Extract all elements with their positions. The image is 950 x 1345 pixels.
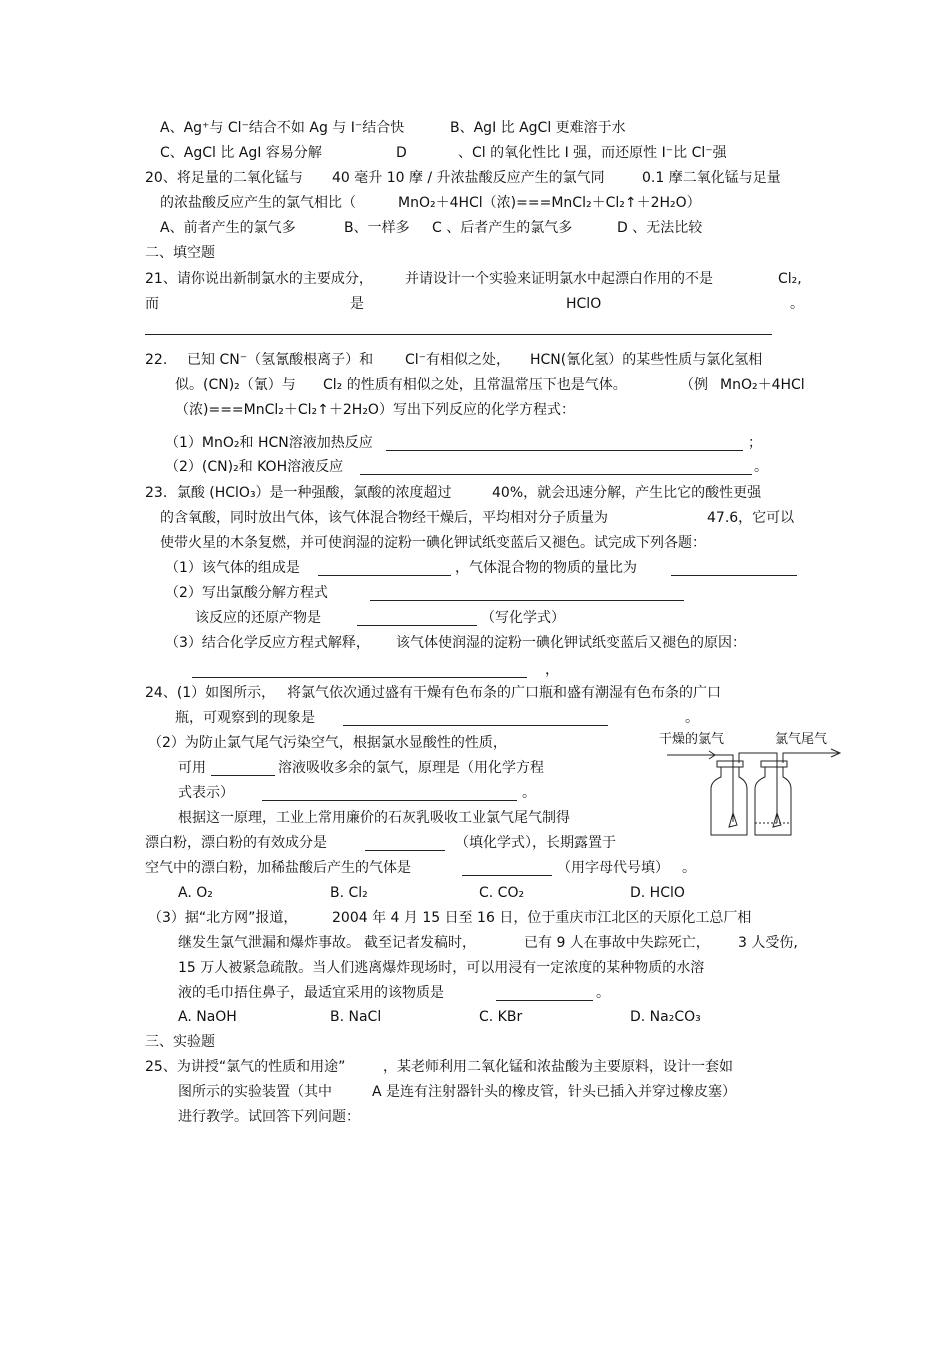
q24-part3-c2: 截至记者发稿时， <box>364 935 476 951</box>
q22-line2-b: Cl₂ 的性质有相似之处，且常温常压下也是气体。 <box>323 377 627 393</box>
section-heading-fill-in: 二、填空题 <box>145 245 215 261</box>
q23-line3: 使带火星的木条复燃，并可使润湿的淀粉一碘化钾试纸变蓝后又褪色。试完成下列各题： <box>160 535 706 551</box>
q24-choice2-c: C. KBr <box>479 1009 523 1025</box>
q24-part2-b2: 溶液吸收多余的氯气，原理是（用化学方程 <box>278 760 544 776</box>
q24-part3-e: 液的毛巾捂住鼻子，最适宜采用的该物质是 <box>178 985 444 1001</box>
q24-part3-c1: 继发生氯气泄漏和爆炸事故。 <box>178 935 360 951</box>
q22-line1-c: Cl⁻有相似之处， <box>405 352 511 368</box>
q24-bleach-answer-line[interactable] <box>365 850 445 851</box>
q24-part2-a: （2）为防止氯气尾气污染空气，根据氯水显酸性的性质， <box>148 735 507 751</box>
q24-line2: 瓶，可观察到的现象是 <box>175 710 315 726</box>
q21-line2-d: 。 <box>790 296 804 312</box>
q19-option-c: C、AgCl 比 AgI 容易分解 <box>160 145 322 161</box>
q22-line1-b: 已知 CN⁻（氢氰酸根离子）和 <box>187 352 374 368</box>
q19-option-b: B、AgI 比 AgCl 更难溶于水 <box>450 120 626 136</box>
q24-choice2-b: B. NaCl <box>330 1009 382 1025</box>
q25-line3: 进行教学。试回答下列问题： <box>178 1109 360 1125</box>
q23-sub2-c: （写化学式） <box>481 610 565 626</box>
q23-sub3-answer-line[interactable] <box>192 677 527 678</box>
q19-option-d: 、Cl 的氧化性比 I 强，而还原性 I⁻比 Cl⁻强 <box>458 145 727 161</box>
q24-line1-a: 24、(1）如图所示， <box>145 685 276 701</box>
q24-part2-e1: 漂白粉，漂白粉的有效成分是 <box>145 835 327 851</box>
q22-line1-d: HCN(氰化氢）的某些性质与氯化氢相 <box>530 352 763 368</box>
q24-observation-answer-line[interactable] <box>343 725 608 726</box>
q24-part2-b1: 可用 <box>178 760 206 776</box>
q21-line1-a: 21、请你说出新制氯水的主要成分， <box>145 271 373 287</box>
q23-sub1-a: （1）该气体的组成是 <box>165 560 300 576</box>
q22-sub1: （1）MnO₂和 HCN溶液加热反应 <box>165 435 373 451</box>
q23-line1-b: 40%，就会迅速分解，产生比它的酸性更强 <box>492 485 762 501</box>
q22-sub1-end: ； <box>748 435 762 451</box>
figure-label-dry-chlorine: 干燥的氯气 <box>659 732 725 747</box>
q24-part2-e2: （填化学式），长期露置于 <box>455 835 616 851</box>
q24-choice-b: B. Cl₂ <box>330 885 368 901</box>
q21-line2-a: 而 <box>145 296 159 312</box>
q23-sub1-b: ，气体混合物的物质的量比为 <box>455 560 637 576</box>
q19-option-a: A、Ag⁺与 Cl⁻结合不如 Ag 与 I⁻结合快 <box>160 120 405 136</box>
q19-option-d-label: D <box>396 145 407 161</box>
q24-part3-b: 2004 年 4 月 15 日至 16 日，位于重庆市江北区的天原化工总厂相 <box>332 910 752 926</box>
apparatus-drawing <box>667 749 840 835</box>
q24-part3-e-end: 。 <box>596 985 610 1001</box>
q23-sub2-b: 该反应的还原产物是 <box>195 610 321 626</box>
q22-sub2-answer-line[interactable] <box>360 474 752 475</box>
q24-part2-f1: 空气中的漂白粉，加稀盐酸后产生的气体是 <box>145 860 411 876</box>
q23-line2-a: 的含氧酸，同时放出气体，该气体混合物经干燥后，平均相对分子质量为 <box>160 510 608 526</box>
q23-sub2-product-line[interactable] <box>357 625 477 626</box>
q23-line2-b: 47.6，它可以 <box>707 510 795 526</box>
q20-line1-a: 20、将足量的二氧化锰与 <box>145 170 303 186</box>
q23-sub2-answer-line[interactable] <box>370 600 684 601</box>
q20-equation: MnO₂＋4HCl（浓)===MnCl₂＋Cl₂↑＋2H₂O） <box>398 195 701 211</box>
q24-part2-f2: （用字母代号填） <box>557 860 669 876</box>
q21-answer-line[interactable] <box>145 334 772 335</box>
q24-solution-answer-line[interactable] <box>211 775 275 776</box>
q24-gas-answer-line[interactable] <box>462 875 552 876</box>
q22-sub2-end: 。 <box>754 459 768 475</box>
q22-sub2: （2）(CN)₂和 KOH溶液反应 <box>165 459 344 475</box>
q23-sub1-answer-line-1[interactable] <box>318 575 451 576</box>
q21-line1-b: 并请设计一个实验来证明氯水中起漂白作用的不是 <box>405 271 713 287</box>
q24-part3-c3: 已有 9 人在事故中失踪死亡， <box>524 935 710 951</box>
q23-sub2: （2）写出氯酸分解方程式 <box>165 585 328 601</box>
q20-option-b: B、一样多 <box>344 220 410 236</box>
q24-choice-a: A. O₂ <box>178 885 213 901</box>
q25-line2-b: A 是连有注射器针头的橡皮管，针头已插入并穿过橡皮塞） <box>372 1084 737 1100</box>
q22-number: 22. <box>145 352 168 368</box>
q21-line2-b: 是 <box>350 296 364 312</box>
q20-option-c: C 、后者产生的氯气多 <box>432 220 573 236</box>
q21-line2-c: HClO <box>566 296 602 312</box>
q22-line3: （浓)===MnCl₂＋Cl₂↑＋2H₂O）写出下列反应的化学方程式： <box>175 402 575 418</box>
q24-choice2-a: A. NaOH <box>178 1009 237 1025</box>
q24-choice-d: D. HClO <box>630 885 685 901</box>
q22-line2-c: （例 <box>680 377 708 393</box>
q24-line1-b: 将氯气依次通过盛有干燥有色布条的广口瓶和盛有潮湿有色布条的广口 <box>287 685 721 701</box>
q23-line1-a: 23．氯酸 (HClO₃）是一种强酸，氯酸的浓度超过 <box>145 485 452 501</box>
q24-choice2-d: D. Na₂CO₃ <box>630 1009 701 1025</box>
q24-line2-end: 。 <box>685 710 699 726</box>
q25-line1-a: 25、为讲授“氯气的性质和用途” <box>145 1059 346 1075</box>
q22-line2-a: 似。(CN)₂（氰）与 <box>175 377 296 393</box>
q24-part2-c: 式表示） <box>178 785 234 801</box>
q20-line1-b: 40 毫升 10 摩 / 升浓盐酸反应产生的氯气同 <box>332 170 605 186</box>
q24-part2-d: 根据这一原理，工业上常用廉价的石灰乳吸收工业氯气尾气制得 <box>178 810 570 826</box>
q22-sub1-answer-line[interactable] <box>386 450 743 451</box>
figure-label-tail-gas: 氯气尾气 <box>775 732 828 747</box>
q24-part3-d: 15 万人被紧急疏散。当人们逃离爆炸现场时，可以用浸有一定浓度的某种物质的水溶 <box>178 960 705 976</box>
q25-line1-b: ，某老师利用二氧化锰和浓盐酸为主要原料，设计一套如 <box>383 1059 733 1075</box>
q20-option-a: A、前者产生的氯气多 <box>160 220 296 236</box>
q24-part2-c-end: 。 <box>522 785 536 801</box>
q24-part3-c4: 3 人受伤, <box>738 935 798 951</box>
q20-line2-a: 的浓盐酸反应产生的氯气相比（ <box>160 195 356 211</box>
section-heading-experiment: 三、实验题 <box>145 1034 215 1050</box>
q21-line1-c: Cl₂, <box>778 271 802 287</box>
q22-line2-d: MnO₂＋4HCl <box>720 377 805 393</box>
q23-sub1-answer-line-2[interactable] <box>671 575 797 576</box>
q24-substance-answer-line[interactable] <box>496 1000 593 1001</box>
q23-sub3-b: 该气体使润湿的淀粉一碘化钾试纸变蓝后又褪色的原因： <box>396 635 746 651</box>
q24-choice-c: C. CO₂ <box>479 885 525 901</box>
q23-sub3-a: （3）结合化学反应方程式解释， <box>165 635 370 651</box>
q20-option-d: D 、无法比较 <box>617 220 703 236</box>
gas-bottles-figure <box>655 727 845 847</box>
q24-part2-f3: 。 <box>682 860 696 876</box>
q23-sub3-end: ， <box>545 662 559 678</box>
q24-equation-answer-line[interactable] <box>262 800 517 801</box>
q24-part3-a: （3）据“北方网”报道， <box>148 910 298 926</box>
q25-line2-a: 图所示的实验装置（其中 <box>178 1084 332 1100</box>
q20-line1-c: 0.1 摩二氧化锰与足量 <box>642 170 781 186</box>
